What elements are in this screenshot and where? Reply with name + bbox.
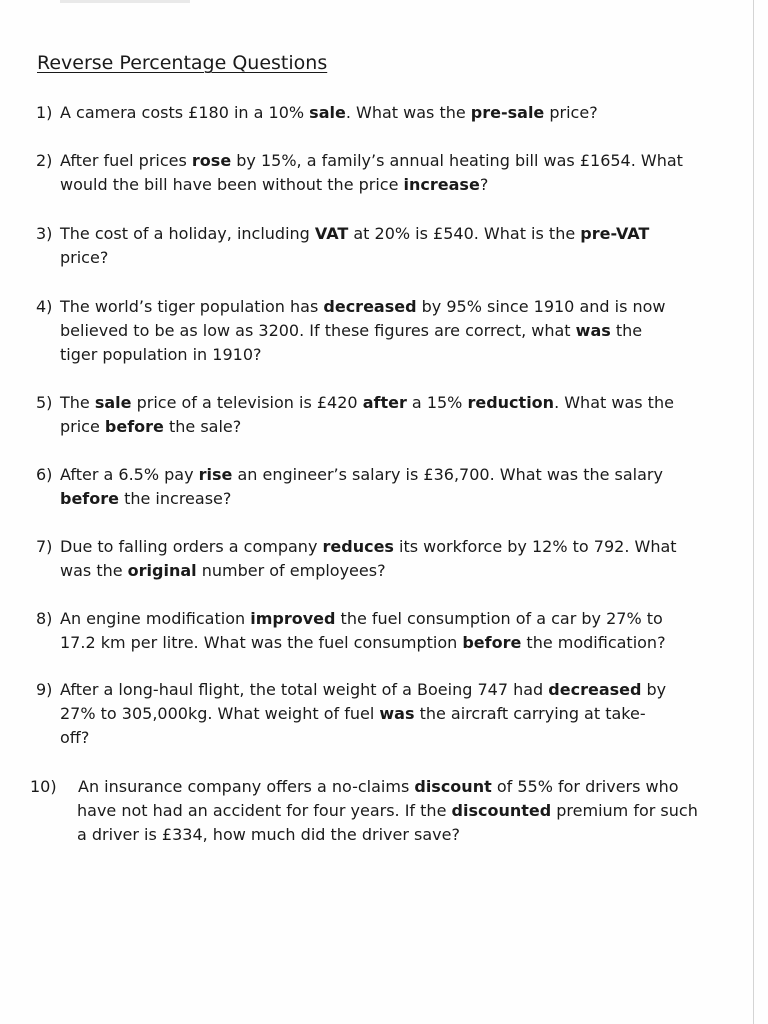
question-line [60,487,736,511]
question-text [36,101,736,125]
question-line [60,631,736,655]
text-run: by 15%, a family’s annual heating bill was £1654. What [231,151,683,170]
question-line [60,702,736,726]
text-run: tiger population in 1910? [60,345,262,364]
question-line [60,607,736,631]
question-text [36,149,736,197]
question-number: 9) [36,680,53,699]
bold-keyword: improved [250,609,336,628]
bold-keyword: before [462,633,522,652]
text-run: ? [479,175,489,194]
text-run: by 95% since 1910 and is now [416,297,666,316]
bold-keyword: discounted [451,801,552,820]
text-run: An engine modification [60,609,251,628]
text-run: . What was the [345,103,471,122]
text-run: by [641,680,667,699]
text-run: a driver is £334, how much did the driver save? [77,825,460,844]
bold-keyword: was [575,321,611,340]
question-number: 1) [36,103,53,122]
text-run: 27% to 305,000kg. What weight of fuel [60,704,380,723]
bold-keyword: sale [309,103,346,122]
question-line [54,823,730,847]
scan-smudge [60,0,190,3]
text-run: price? [544,103,598,122]
bold-keyword: reduces [322,537,394,556]
bold-keyword: rise [198,465,233,484]
text-run: was the [60,561,128,580]
text-run: believed to be as low as 3200. If these figures are correct, what [60,321,576,340]
question-text [36,607,736,655]
question-line [60,246,736,270]
bold-keyword: increase [403,175,480,194]
question-text [36,222,736,270]
question-line [60,101,736,125]
bold-keyword: decreased [323,297,417,316]
text-run: . What was the [554,393,674,412]
text-run: a 15% [406,393,468,412]
text-run: Due to falling orders a company [60,537,323,556]
page-edge [753,0,754,1024]
text-run: off? [60,728,90,747]
bold-keyword: was [379,704,415,723]
text-run: price? [60,248,109,267]
question-line [60,343,736,367]
question-2 [36,149,736,197]
text-run: would the bill have been without the price [60,175,404,194]
question-line [60,295,736,319]
text-run: price [60,417,105,436]
question-line [60,222,736,246]
question-5 [36,391,736,439]
question-1 [36,101,736,125]
question-line [60,463,736,487]
text-run: an engineer’s salary is £36,700. What was the salary [232,465,663,484]
question-line [60,726,736,750]
text-run: An insurance company offers a no-claims [78,777,415,796]
question-7 [36,535,736,583]
text-run: The [60,393,95,412]
bold-keyword: before [104,417,164,436]
bold-keyword: decreased [548,680,642,699]
bold-keyword: sale [94,393,132,412]
text-run: number of employees? [196,561,386,580]
text-run: the aircraft carrying at take- [414,704,646,723]
question-10 [30,775,730,847]
text-run: the sale? [163,417,242,436]
text-run: 17.2 km per litre. What was the fuel consumption [60,633,463,652]
question-number: 2) [36,151,53,170]
text-run: the modification? [521,633,666,652]
question-line [60,535,736,559]
question-line [60,678,736,702]
question-text [36,678,736,750]
question-number: 4) [36,297,53,316]
question-line [60,173,736,197]
bold-keyword: before [60,489,119,508]
question-number: 10) [30,777,57,796]
question-number: 7) [36,537,53,556]
bold-keyword: rose [191,151,232,170]
question-8 [36,607,736,655]
question-text [36,535,736,583]
question-4 [36,295,736,367]
text-run: After fuel prices [60,151,192,170]
bold-keyword: original [127,561,197,580]
question-text [30,775,730,847]
question-number: 8) [36,609,53,628]
text-run: the [610,321,643,340]
question-line [60,149,736,173]
text-run: The cost of a holiday, including [60,224,315,243]
worksheet-title: Reverse Percentage Questions [37,52,328,74]
question-text [36,295,736,367]
question-line [60,415,736,439]
question-number: 3) [36,224,53,243]
text-run: at 20% is £540. What is the [348,224,581,243]
question-line [54,799,730,823]
question-line [54,775,730,799]
bold-keyword: pre-sale [470,103,545,122]
text-run: After a 6.5% pay [60,465,199,484]
text-run: A camera costs £180 in a 10% [60,103,310,122]
question-6 [36,463,736,511]
text-run: After a long-haul flight, the total weight of a Boeing 747 had [60,680,549,699]
text-run: the increase? [119,489,232,508]
text-run: the fuel consumption of a car by 27% to [335,609,663,628]
question-9 [36,678,736,750]
question-line [60,319,736,343]
text-run: have not had an accident for four years. If the [77,801,452,820]
text-run: premium for such [551,801,698,820]
text-run: The world’s tiger population has [60,297,324,316]
question-3 [36,222,736,270]
bold-keyword: pre-VAT [580,224,650,243]
text-run: its workforce by 12% to 792. What [393,537,677,556]
bold-keyword: discount [414,777,492,796]
question-text [36,463,736,511]
bold-keyword: VAT [314,224,349,243]
question-number: 6) [36,465,53,484]
bold-keyword: after [362,393,407,412]
question-text [36,391,736,439]
question-line [60,391,736,415]
text-run: price of a television is £420 [131,393,363,412]
question-number: 5) [36,393,53,412]
text-run: of 55% for drivers who [491,777,679,796]
question-line [60,559,736,583]
bold-keyword: reduction [467,393,555,412]
